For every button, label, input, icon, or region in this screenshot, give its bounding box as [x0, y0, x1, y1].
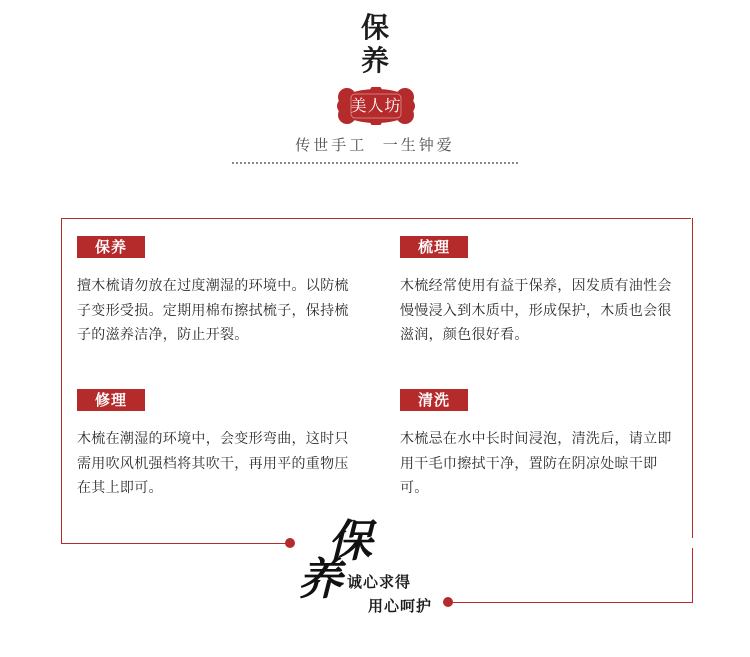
section-tag: 梳理 — [400, 236, 468, 258]
frame-dot-left — [285, 538, 295, 548]
page-title-line2: 养 — [360, 44, 389, 77]
section-tag: 修理 — [77, 389, 145, 411]
frame-bottom-right-line — [452, 602, 692, 603]
page-title-line1: 保 — [360, 11, 389, 44]
section-body: 木梳经常使用有益于保养，因发质有油性会慢慢浸入到木质中，形成保护，木质也会很滋润，颜色很好看。 — [400, 278, 672, 343]
section-tag: 保养 — [77, 236, 145, 258]
section-body: 木梳忌在水中长时间浸泡，清洗后，请立即用干毛巾擦拭干净，置防在阴凉处晾干即可。 — [400, 431, 672, 496]
slogan-line1: 诚心求得 — [347, 573, 412, 591]
brand-name: 美人坊 — [350, 96, 402, 115]
frame-dot-right — [443, 597, 453, 607]
tagline: 传世手工 一生钟爱 — [295, 136, 455, 154]
section-cleaning — [400, 389, 680, 501]
brush-char-yang: 养 — [298, 554, 342, 605]
dotted-divider — [232, 162, 518, 164]
brush-char-bao: 保 — [328, 516, 372, 567]
section-repair — [77, 389, 357, 501]
section-combing — [400, 236, 680, 348]
slogan-line2: 用心呵护 — [368, 597, 433, 615]
section-maintenance — [77, 236, 357, 348]
section-body: 擅木梳请勿放在过度潮湿的环境中。以防梳子变形受损。定期用棉布擦拭梳子，保持梳子的滋养洁净，防止开裂。 — [77, 278, 349, 343]
section-body: 木梳在潮湿的环境中，会变形弯曲，这时只需用吹风机强档将其吹干，再用平的重物压在其上即可。 — [77, 431, 349, 496]
section-tag: 清洗 — [400, 389, 468, 411]
